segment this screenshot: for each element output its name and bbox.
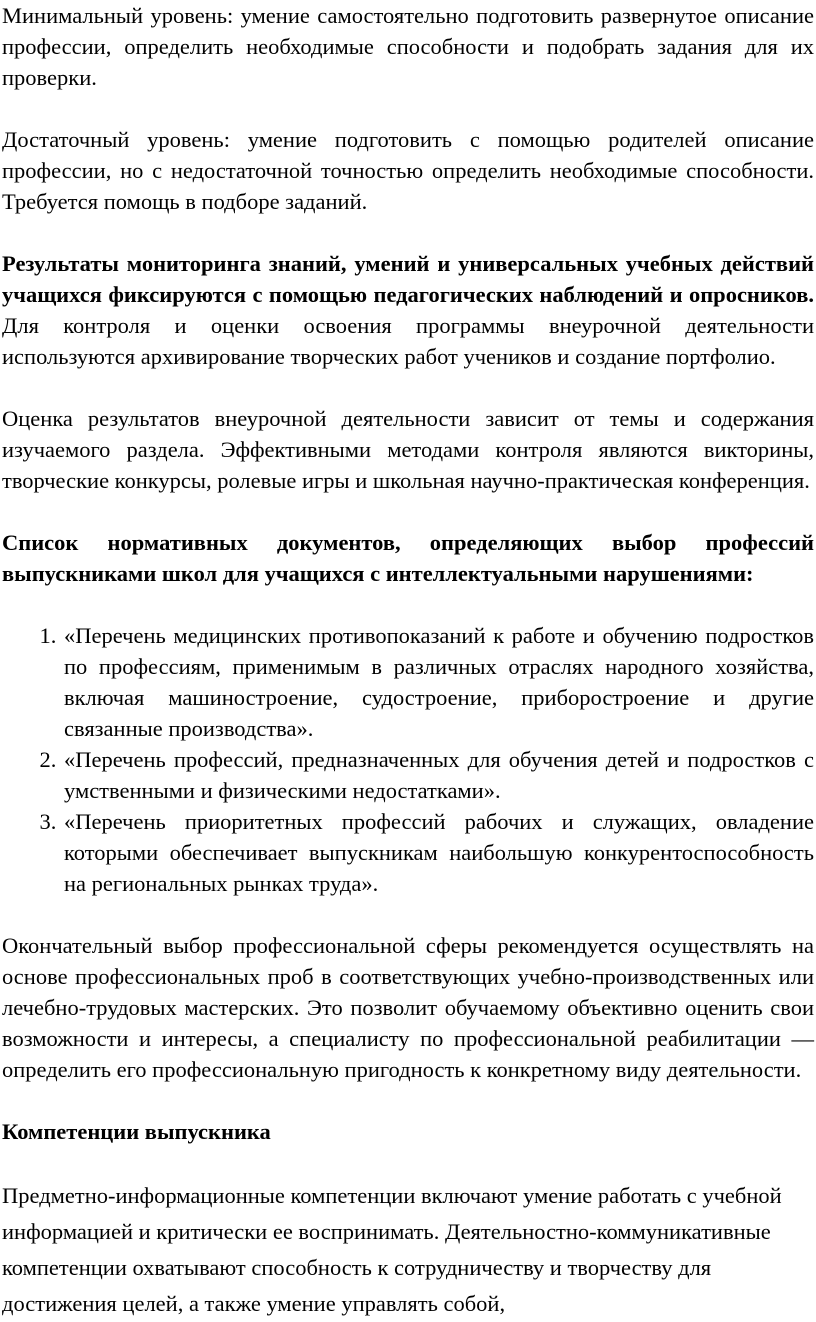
- spacer: [2, 217, 814, 248]
- paragraph-final-choice: Окончательный выбор профессиональной сферы рекомендуется осуществлять на основе профессиональных проб в соответствующих учебно-производственных или лечебно-трудовых мастерских. Это позволит обучаемому объективно оценить свои возможности и интересы, а специалисту по профессиональной реабилитации — определить его профессиональную пригодность к конкретному виду деятельности.: [2, 933, 814, 1082]
- documents-heading: Список нормативных документов, определяющих выбор профессий выпускниками школ для учащихся с интеллектуальными нарушениями:: [2, 530, 814, 586]
- spacer: [2, 1147, 814, 1178]
- list-item: 2. «Перечень профессий, предназначенных для обучения детей и подростков с умственными и физическими недостатками».: [62, 744, 814, 806]
- spacer: [2, 496, 814, 527]
- list-item: 1. «Перечень медицинских противопоказаний к работе и обучению подростков по профессиям, применимым в различных отраслях народного хозяйства, включая машиностроение, судостроение, приборостроение и другие связанные производства».: [62, 620, 814, 744]
- competencies-heading: Компетенции выпускника: [2, 1119, 271, 1144]
- spacer: [2, 899, 814, 930]
- monitoring-text: Для контроля и оценки освоения программы внеурочной деятельности используются архивирование творческих работ учеников и создание портфолио.: [2, 313, 814, 369]
- spacer: [2, 589, 814, 620]
- paragraph-sufficient-level: Достаточный уровень: умение подготовить с помощью родителей описание профессии, но с недостаточной точностью определить необходимые способности. Требуется помощь в подборе заданий.: [2, 127, 814, 214]
- list-item: 3. «Перечень приоритетных профессий рабочих и служащих, овладение которыми обеспечивает выпускникам наибольшую конкурентоспособность на региональных рынках труда».: [62, 806, 814, 899]
- paragraph-competencies: Предметно-информационные компетенции включают умение работать с учебной информацией и критически ее воспринимать. Деятельностно-коммуникативные компетенции охватывают способность к сотрудничеству и творчеству для достижения целей, а также умение управлять собой,: [2, 1183, 782, 1316]
- paragraph-monitoring: [2, 248, 814, 372]
- spacer: [2, 372, 814, 403]
- documents-list: [2, 620, 814, 899]
- paragraph-assessment: Оценка результатов внеурочной деятельности зависит от темы и содержания изучаемого раздела. Эффективными методами контроля являются викторины, творческие конкурсы, ролевые игры и школьная научно-практическая конференция.: [2, 406, 814, 493]
- paragraph-minimal-level: Минимальный уровень: умение самостоятельно подготовить развернутое описание профессии, определить необходимые способности и подобрать задания для их проверки.: [2, 3, 814, 90]
- monitoring-bold-text: Результаты мониторинга знаний, умений и универсальных учебных действий учащихся фиксируются с помощью педагогических наблюдений и опросников.: [2, 251, 814, 307]
- spacer: [2, 93, 814, 124]
- spacer: [2, 1085, 814, 1116]
